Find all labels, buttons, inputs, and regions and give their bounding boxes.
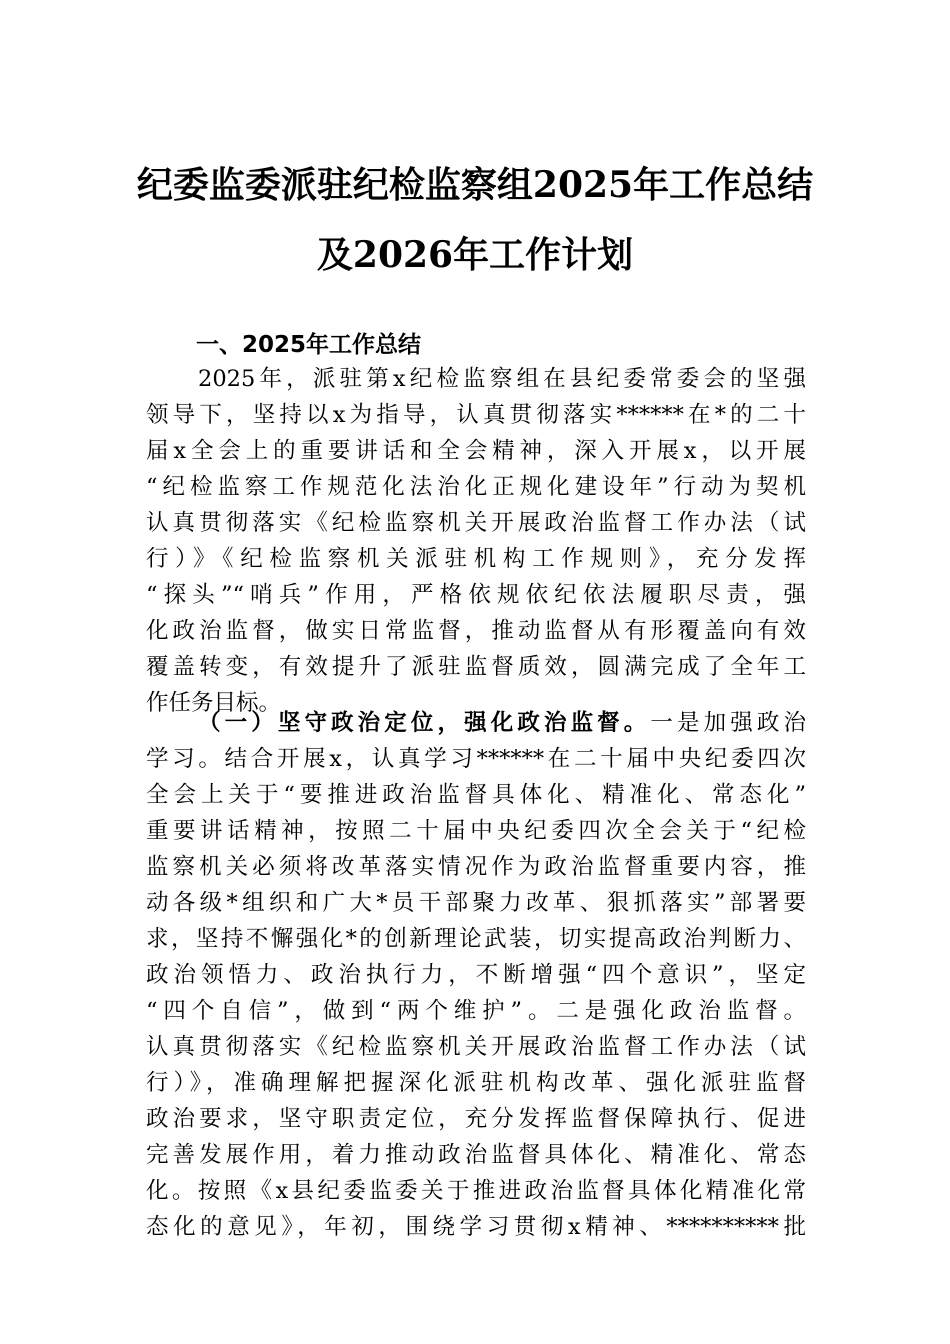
section-heading: 一、2025年工作总结 xyxy=(196,332,422,358)
paragraph-line: 行）》，准确理解把握深化派驻机构改革、强化派驻监督 xyxy=(146,1070,806,1096)
paragraph-line: 政治要求，坚守职责定位，充分发挥监督保障执行、促进 xyxy=(146,1106,806,1132)
paragraph-line: 2025年，派驻第x纪检监察组在县纪委常委会的坚强 xyxy=(198,366,806,392)
paragraph-line: 完善发展作用，着力推动政治监督具体化、精准化、常态 xyxy=(146,1142,806,1168)
paragraph-line: 化。按照《x县纪委监委关于推进政治监督具体化精准化常 xyxy=(146,1178,806,1204)
paragraph-line: 态化的意见》，年初，围绕学习贯彻x精神、**********批 xyxy=(146,1214,806,1240)
paragraph-line: “探头”“哨兵”作用，严格依规依纪依法履职尽责，强 xyxy=(146,582,806,608)
paragraph-line: 覆盖转变，有效提升了派驻监督质效，圆满完成了全年工 xyxy=(146,654,806,680)
paragraph-political-supervision xyxy=(146,705,806,1245)
document-title-line-2: 及2026年工作计划 xyxy=(316,234,634,276)
paragraph-line: 求，坚持不懈强化*的创新理论武装，切实提高政治判断力、 xyxy=(146,926,806,952)
document-title-line-1: 纪委监委派驻纪检监察组2025年工作总结 xyxy=(136,164,814,206)
paragraph-lead-heading: （一）坚守政治定位，强化政治监督。 xyxy=(198,710,651,736)
paragraph-line: 全会上关于“要推进政治监督具体化、精准化、常态化” xyxy=(146,782,806,808)
paragraph-line: 认真贯彻落实《纪检监察机关开展政治监督工作办法（试 xyxy=(146,510,806,536)
paragraph-line: 行）》《纪检监察机关派驻机构工作规则》，充分发挥 xyxy=(146,546,806,572)
paragraph-line: 作任务目标。 xyxy=(146,690,282,716)
paragraph-line: 届x全会上的重要讲话和全会精神，深入开展x，以开展 xyxy=(146,438,806,464)
paragraph-line: 化政治监督，做实日常监督，推动监督从有形覆盖向有效 xyxy=(146,618,806,644)
paragraph-line: “纪检监察工作规范化法治化正规化建设年”行动为契机 xyxy=(146,474,806,500)
paragraph-line: “四个自信”，做到“两个维护”。二是强化政治监督。 xyxy=(146,998,806,1024)
paragraph-line: 动各级*组织和广大*员干部聚力改革、狠抓落实”部署要 xyxy=(146,890,806,916)
paragraph-line: 领导下，坚持以x为指导，认真贯彻落实******在*的二十 xyxy=(146,402,806,428)
paragraph-line xyxy=(146,705,806,741)
paragraph-lead-rest: 一是加强政治 xyxy=(650,710,806,736)
paragraph-line: 政治领悟力、政治执行力，不断增强“四个意识”，坚定 xyxy=(146,962,806,988)
paragraph-line: 重要讲话精神，按照二十届中央纪委四次全会关于“纪检 xyxy=(146,818,806,844)
paragraph-line: 认真贯彻落实《纪检监察机关开展政治监督工作办法（试 xyxy=(146,1034,806,1060)
paragraph-work-summary xyxy=(146,361,806,721)
paragraph-line: 监察机关必须将改革落实情况作为政治监督重要内容，推 xyxy=(146,854,806,880)
paragraph-line: 学习。结合开展x，认真学习******在二十届中央纪委四次 xyxy=(146,746,806,772)
